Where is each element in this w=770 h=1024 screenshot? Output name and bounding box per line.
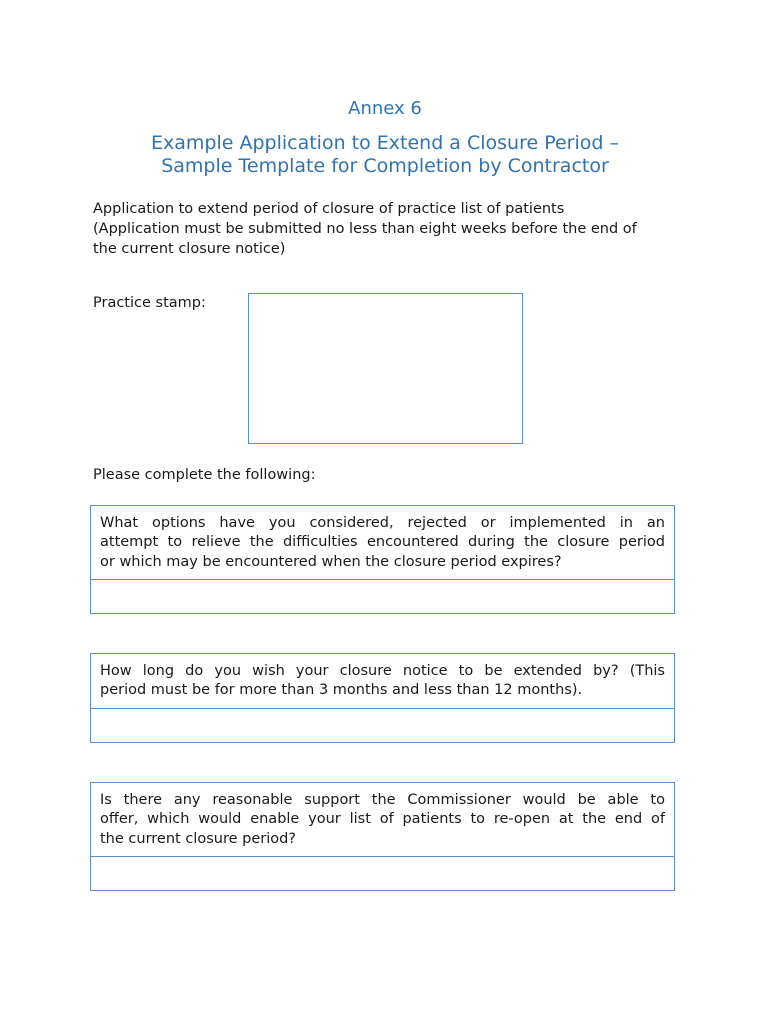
practice-stamp-box[interactable] <box>248 293 523 444</box>
question-options-considered <box>90 505 675 614</box>
intro-line-2: (Application must be submitted no less than eight weeks before the end of <box>93 221 637 237</box>
answer-field-commissioner-support[interactable] <box>91 857 674 890</box>
document-title-line-1: Example Application to Extend a Closure Period – <box>150 132 619 154</box>
intro-line-1: Application to extend period of closure of practice list of patients <box>93 201 565 217</box>
question-line: How long do you wish your closure notice to be extended by? (This <box>100 663 665 679</box>
question-line: offer, which would enable your list of patients to re-open at the end of <box>100 811 665 828</box>
practice-stamp-label: Practice stamp: <box>93 295 206 311</box>
document-title-line-2: Sample Template for Completion by Contractor <box>161 155 609 177</box>
question-extension-length <box>90 653 675 743</box>
question-line: the current closure period? <box>100 830 296 847</box>
answer-field-extension-length[interactable] <box>91 709 674 742</box>
intro-paragraph <box>93 199 693 259</box>
document-title <box>60 132 710 178</box>
question-commissioner-support <box>90 782 675 891</box>
question-text <box>91 654 674 709</box>
answer-field-options-considered[interactable] <box>91 580 674 613</box>
question-line: or which may be encountered when the closure period expires? <box>100 553 562 570</box>
question-line: Is there any reasonable support the Commissioner would be able to <box>100 792 665 808</box>
question-line: attempt to relieve the difficulties encountered during the closure period <box>100 534 665 551</box>
question-text <box>91 783 674 857</box>
question-line: What options have you considered, rejected or implemented in an <box>100 515 665 531</box>
annex-label: Annex 6 <box>348 98 422 119</box>
question-line: period must be for more than 3 months and less than 12 months). <box>100 682 583 699</box>
instructions-text: Please complete the following: <box>93 467 316 483</box>
intro-line-3: the current closure notice) <box>93 241 286 257</box>
question-text <box>91 506 674 580</box>
